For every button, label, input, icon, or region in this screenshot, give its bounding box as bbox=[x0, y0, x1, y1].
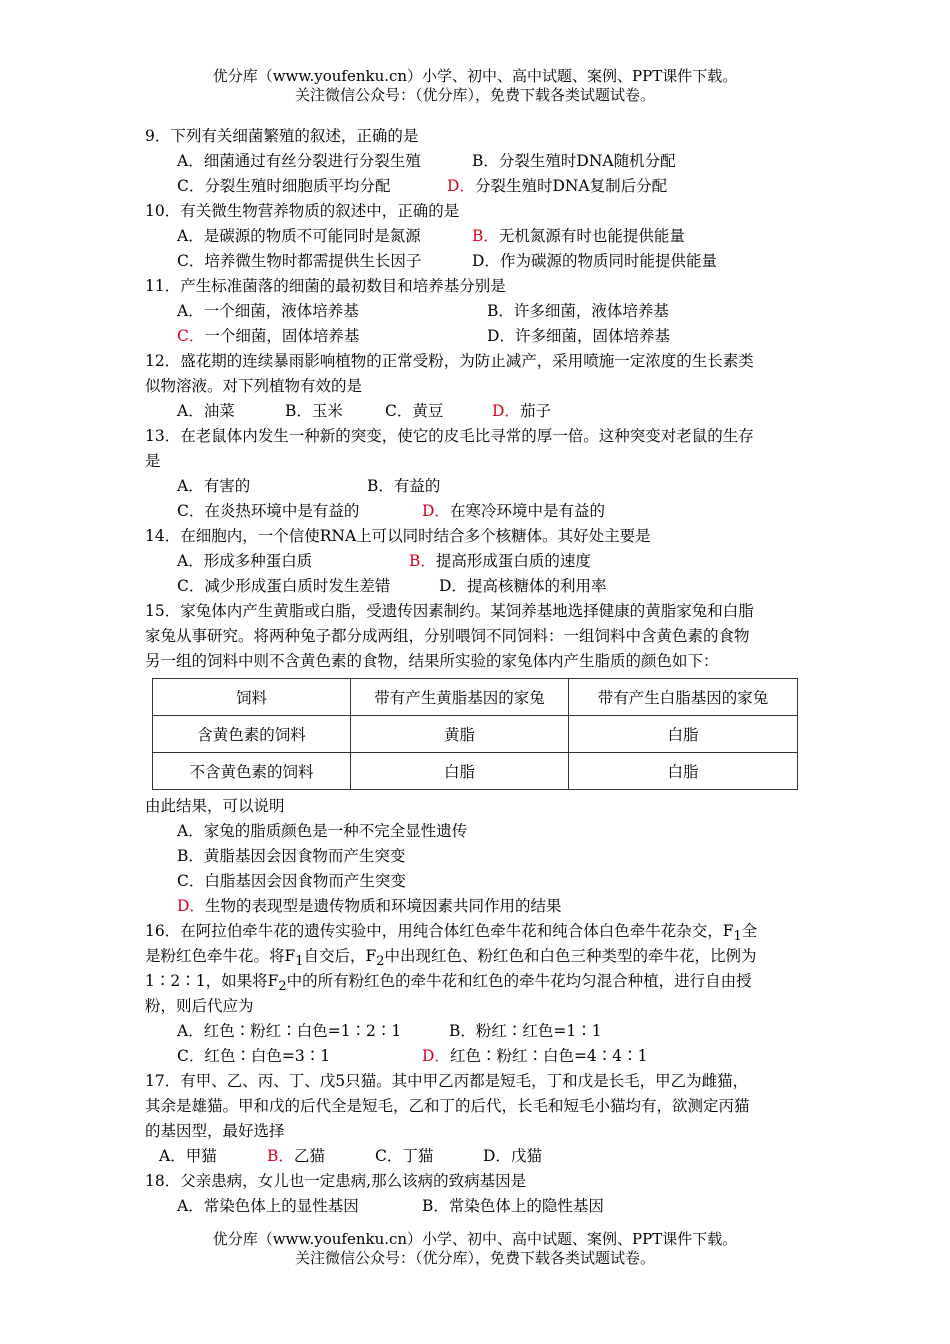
answer-letter: C． bbox=[177, 327, 205, 345]
option-17-d: D．戊猫 bbox=[483, 1147, 542, 1165]
table-row bbox=[153, 716, 798, 753]
question-13-options-row-2 bbox=[145, 499, 810, 524]
question-17-stem-line-2: 其余是雄猫。甲和戊的后代全是短毛，乙和丁的后代，长毛和短毛小猫均有，欲测定丙猫 bbox=[145, 1097, 750, 1115]
answer-letter: B． bbox=[472, 227, 499, 245]
question-13-stem-line-1: 13．在老鼠体内发生一种新的突变，使它的皮毛比寻常的厚一倍。这种突变对老鼠的生存 bbox=[145, 427, 754, 445]
option-12-a: A．油菜 bbox=[177, 402, 235, 420]
option-15-a: A．家兔的脂质颜色是一种不完全显性遗传 bbox=[177, 822, 468, 840]
option-16-a: A．红色∶粉红∶白色=1∶2∶1 bbox=[177, 1022, 402, 1040]
option-11-d: D．许多细菌，固体培养基 bbox=[487, 327, 670, 345]
question-12-stem-line-1: 12．盛花期的连续暴雨影响植物的正常受粉，为防止减产，采用喷施一定浓度的生长素类 bbox=[145, 352, 754, 370]
option-16-d-answer: D．红色∶粉红∶白色=4∶4∶1 bbox=[422, 1047, 648, 1065]
question-13-options-row-1 bbox=[145, 474, 810, 499]
option-10-b-answer: B．无机氮源有时也能提供能量 bbox=[472, 227, 685, 245]
question-16-stem-line-3: 1∶2∶1，如果将$F_2$中的所有粉红色的牵牛花和红色的牵牛花均匀混合种植，进行自由授 bbox=[145, 972, 752, 995]
table-cell: 黄脂 bbox=[351, 716, 569, 753]
question-12-options bbox=[145, 399, 810, 424]
option-9-d-answer: D．分裂生殖时DNA复制后分配 bbox=[447, 177, 668, 195]
option-12-c: C．黄豆 bbox=[385, 402, 444, 420]
question-18-stem: 18．父亲患病，女儿也一定患病,那么该病的致病基因是 bbox=[145, 1172, 527, 1190]
feed-result-table bbox=[152, 678, 798, 790]
answer-letter: B． bbox=[409, 552, 436, 570]
option-17-c: C．丁猫 bbox=[375, 1147, 434, 1165]
question-16-options-row-1 bbox=[145, 1019, 810, 1044]
question-11-options-row-1 bbox=[145, 299, 810, 324]
question-16-options-row-2 bbox=[145, 1044, 810, 1069]
question-10-options-row-2 bbox=[145, 249, 810, 274]
answer-letter: D． bbox=[447, 177, 475, 195]
option-11-a: A．一个细菌，液体培养基 bbox=[177, 302, 359, 320]
table-header-cell: 带有产生白脂基因的家兔 bbox=[569, 679, 798, 716]
header-line-2: 关注微信公众号：（优分库），免费下载各类试题试卷。 bbox=[294, 86, 655, 104]
question-14-options-row-2 bbox=[145, 574, 810, 599]
option-13-b: B．有益的 bbox=[367, 477, 441, 495]
answer-letter: D． bbox=[422, 502, 450, 520]
option-9-a: A．细菌通过有丝分裂进行分裂生殖 bbox=[177, 152, 421, 170]
answer-letter: B． bbox=[267, 1147, 294, 1165]
option-18-a: A．常染色体上的显性基因 bbox=[177, 1197, 359, 1215]
table-header-row bbox=[153, 679, 798, 716]
question-10-stem: 10．有关微生物营养物质的叙述中，正确的是 bbox=[145, 202, 460, 220]
option-10-d: D．作为碳源的物质同时能提供能量 bbox=[472, 252, 717, 270]
answer-letter: D． bbox=[492, 402, 520, 420]
question-17-stem-line-3: 的基因型，最好选择 bbox=[145, 1122, 285, 1140]
question-body bbox=[145, 124, 810, 1219]
footer-line-2: 关注微信公众号：（优分库），免费下载各类试题试卷。 bbox=[294, 1249, 655, 1267]
question-9-options-row-2 bbox=[145, 174, 810, 199]
question-9-stem: 9．下列有关细菌繁殖的叙述，正确的是 bbox=[145, 127, 419, 145]
page-footer bbox=[0, 1230, 950, 1268]
question-16-stem-line-2: 是粉红色牵牛花。将$F_1$自交后，$F_2$中出现红色、粉红色和白色三种类型的牵牛花，比例为 bbox=[145, 947, 757, 970]
option-14-a: A．形成多种蛋白质 bbox=[177, 552, 313, 570]
question-15-stem-line-3: 另一组的饲料中则不含黄色素的食物，结果所实验的家兔体内产生脂质的颜色如下： bbox=[145, 652, 719, 670]
option-13-c: C．在炎热环境中是有益的 bbox=[177, 502, 360, 520]
question-15-stem-line-1: 15．家兔体内产生黄脂或白脂，受遗传因素制约。某饲养基地选择健康的黄脂家兔和白脂 bbox=[145, 602, 754, 620]
option-11-b: B．许多细菌，液体培养基 bbox=[487, 302, 669, 320]
table-row bbox=[153, 753, 798, 790]
table-cell: 白脂 bbox=[351, 753, 569, 790]
option-9-b: B．分裂生殖时DNA随机分配 bbox=[472, 152, 676, 170]
option-10-c: C．培养微生物时都需提供生长因子 bbox=[177, 252, 422, 270]
option-16-b: B．粉红∶红色=1∶1 bbox=[449, 1022, 602, 1040]
option-14-c: C．减少形成蛋白质时发生差错 bbox=[177, 577, 391, 595]
option-17-b-answer: B．乙猫 bbox=[267, 1147, 325, 1165]
question-17-options bbox=[145, 1144, 810, 1169]
table-header-cell: 饲料 bbox=[153, 679, 351, 716]
option-15-d-answer: D．生物的表现型是遗传物质和环境因素共同作用的结果 bbox=[177, 897, 562, 915]
option-14-d: D．提高核糖体的利用率 bbox=[439, 577, 607, 595]
table-header-cell: 带有产生黄脂基因的家兔 bbox=[351, 679, 569, 716]
footer-line-1: 优分库（www.youfenku.cn）小学、初中、高中试题、案例、PPT课件下载。 bbox=[212, 1230, 738, 1248]
table-cell: 含黄色素的饲料 bbox=[153, 716, 351, 753]
option-16-c: C．红色∶白色=3∶1 bbox=[177, 1047, 331, 1065]
table-cell: 不含黄色素的饲料 bbox=[153, 753, 351, 790]
answer-letter: D． bbox=[422, 1047, 450, 1065]
question-11-stem: 11．产生标准菌落的细菌的最初数目和培养基分别是 bbox=[145, 277, 506, 295]
question-12-stem-line-2: 似物溶液。对下列植物有效的是 bbox=[145, 377, 363, 395]
question-15-after-table: 由此结果，可以说明 bbox=[145, 797, 285, 815]
option-11-c-answer: C．一个细菌，固体培养基 bbox=[177, 327, 360, 345]
page-header bbox=[0, 67, 950, 105]
option-10-a: A．是碳源的物质不可能同时是氮源 bbox=[177, 227, 421, 245]
option-14-b-answer: B．提高形成蛋白质的速度 bbox=[409, 552, 591, 570]
question-16-stem-line-1: 16．在阿拉伯牵牛花的遗传实验中，用纯合体红色牵牛花和纯合体白色牵牛花杂交，$F_1$全 bbox=[145, 922, 758, 945]
question-15-stem-line-2: 家兔从事研究。将两种兔子都分成两组，分别喂饲不同饲料：一组饲料中含黄色素的食物 bbox=[145, 627, 750, 645]
question-16-stem-line-4: 粉，则后代应为 bbox=[145, 997, 254, 1015]
answer-letter: D． bbox=[177, 897, 205, 915]
question-10-options-row-1 bbox=[145, 224, 810, 249]
question-17-stem-line-1: 17．有甲、乙、丙、丁、戊5只猫。其中甲乙丙都是短毛，丁和戊是长毛，甲乙为雌猫， bbox=[145, 1072, 749, 1090]
question-9-options-row-1 bbox=[145, 149, 810, 174]
option-15-b: B．黄脂基因会因食物而产生突变 bbox=[177, 847, 406, 865]
option-12-d-answer: D．茄子 bbox=[492, 402, 551, 420]
option-9-c: C．分裂生殖时细胞质平均分配 bbox=[177, 177, 391, 195]
option-15-c: C．白脂基因会因食物而产生突变 bbox=[177, 872, 406, 890]
question-11-options-row-2 bbox=[145, 324, 810, 349]
option-17-a: A．甲猫 bbox=[159, 1147, 217, 1165]
option-12-b: B．玉米 bbox=[285, 402, 343, 420]
table-cell: 白脂 bbox=[569, 753, 798, 790]
table-cell: 白脂 bbox=[569, 716, 798, 753]
question-18-options bbox=[145, 1194, 810, 1219]
question-13-stem-line-2: 是 bbox=[145, 452, 161, 470]
question-14-options-row-1 bbox=[145, 549, 810, 574]
option-13-a: A．有害的 bbox=[177, 477, 251, 495]
option-13-d-answer: D．在寒冷环境中是有益的 bbox=[422, 502, 605, 520]
option-18-b: B．常染色体上的隐性基因 bbox=[422, 1197, 604, 1215]
header-line-1: 优分库（www.youfenku.cn）小学、初中、高中试题、案例、PPT课件下载。 bbox=[212, 67, 738, 85]
question-14-stem: 14．在细胞内，一个信使RNA上可以同时结合多个核糖体。其好处主要是 bbox=[145, 527, 651, 545]
